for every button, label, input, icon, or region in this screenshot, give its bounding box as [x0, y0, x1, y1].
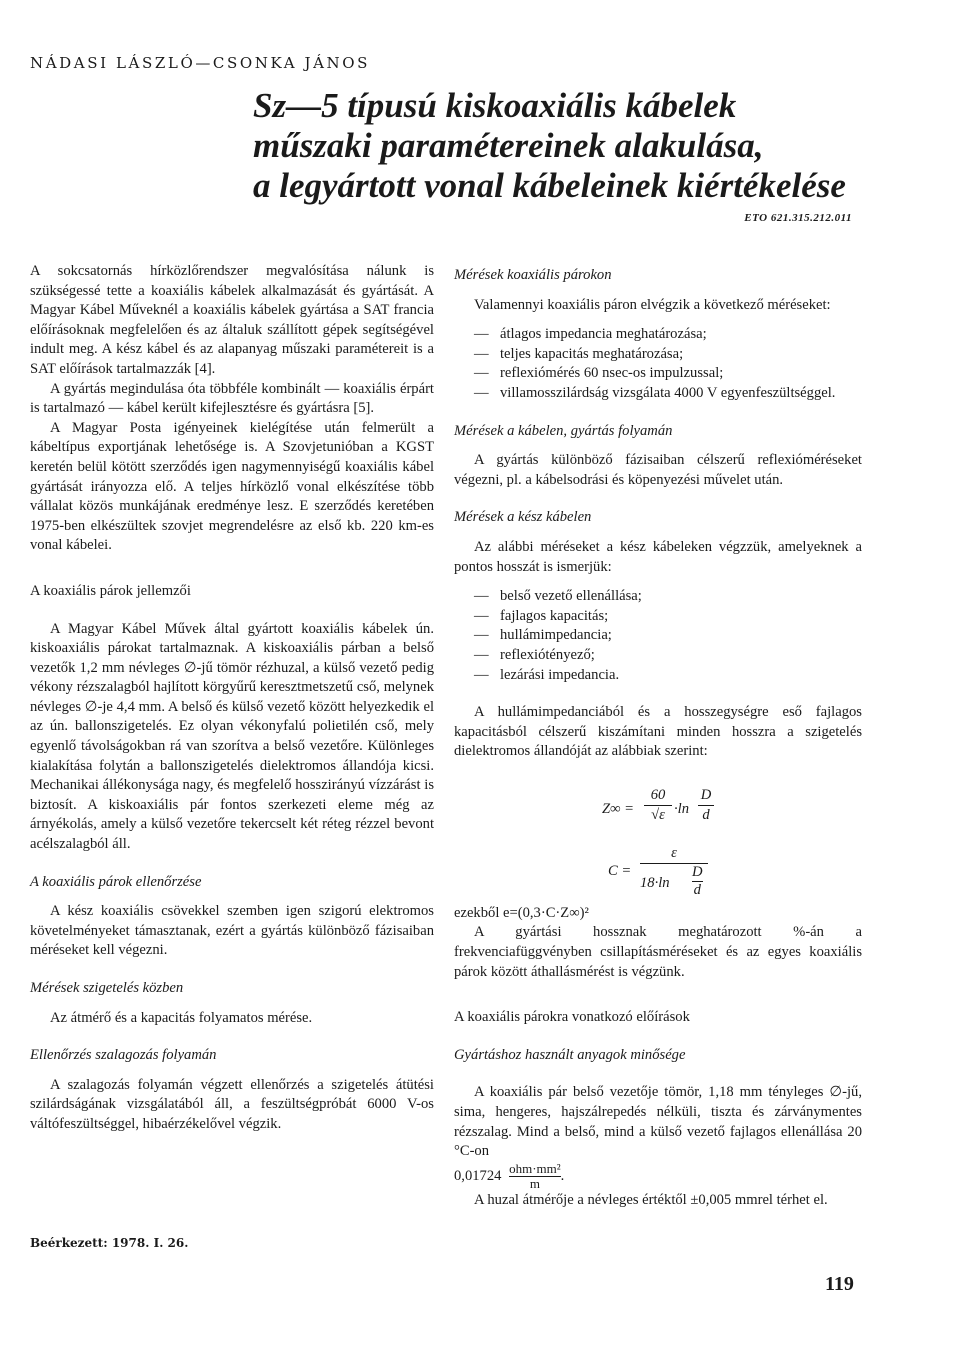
- formula-denominator: d: [698, 805, 714, 826]
- formula-denominator: √ε: [644, 805, 672, 826]
- paragraph: A koaxiális pár belső vezetője tömör, 1,18 mm tényleges ∅-jű, sima, hengeres, hajszálrepedés nélküli, tiszta és zárványmentes rézszalag. Mind a belső, mind a külső vezető fajlagos ellenállása 20 °C-on: [454, 1084, 862, 1160]
- paragraph: A hullámimpedanciából és a hosszegységre eső fajlagos kapacitásból célszerű kiszámítani minden hosszra a szigetelés dielektromos állandóját az alábbiak szerint:: [454, 704, 862, 760]
- subsection-heading: Mérések a kábelen, gyártás folyamán: [454, 422, 673, 439]
- page-number: 119: [825, 1273, 854, 1295]
- subsection-paragraph: A szalagozás folyamán végzett ellenőrzés a szigetelés átütési szilárdságának vizsgálatából áll, a feszültségpróbát 6000 V-os váltófeszültséggel, hibaérzékelővel végzik.: [30, 1076, 434, 1132]
- list-item: — villamosszilárdság vizsgálata 4000 V egyenfeszültséggel.: [474, 384, 862, 404]
- list-item: — átlagos impedancia meghatározása;: [474, 325, 862, 345]
- subsection-heading: Mérések a kész kábelen: [454, 509, 592, 526]
- resistivity-unit: ohm·mm² m: [509, 1160, 561, 1191]
- formula-numerator: 60: [650, 786, 666, 803]
- section-paragraph: A kész koaxiális csövekkel szemben igen szigorú elektromos követelményeket támasztanak, ezért a gyártás különböző fázisaiban méréseket kell végezni.: [30, 903, 434, 959]
- resistivity-value: 0,01724 ohm·mm² m .: [454, 1160, 565, 1191]
- article-title: [253, 86, 913, 206]
- title-line: Sz—5 típusú kiskoaxiális kábelek: [253, 86, 737, 125]
- list-item: — fajlagos kapacitás;: [474, 607, 862, 627]
- list-item: — belső vezető ellenállása;: [474, 587, 862, 607]
- section-heading: A koaxiális párokra vonatkozó előírások: [454, 1009, 690, 1026]
- formula-result: ezekből e=(0,3·C·Z∞)²: [454, 904, 589, 921]
- paragraph: Valamennyi koaxiális páron elvégzik a következő méréseket:: [474, 296, 831, 313]
- left-column: [30, 262, 434, 1135]
- paragraph: A gyártási hossznak meghatározott %-án a frekvenciafüggvényben csillapításméréseket és az egyes koaxiális párok között áthallásmérést is végzünk.: [454, 924, 862, 980]
- list-item: — reflexiótényező;: [474, 646, 862, 666]
- title-line: a legyártott vonal kábeleinek kiértékelése: [253, 166, 846, 205]
- subsection-heading: Mérések koaxiális párokon: [454, 267, 612, 283]
- list-item: — lezárási impedancia.: [474, 666, 862, 686]
- paragraph: A gyártás különböző fázisaiban célszerű reflexióméréseket végezni, pl. a kábelsodrási és köpenyezési művelet után.: [454, 452, 862, 488]
- list-item: — hullámimpedancia;: [474, 626, 862, 646]
- title-line: műszaki paramétereinek alakulása,: [253, 126, 764, 165]
- paragraph: A huzal átmérője a névleges értéktől ±0,005 mmrel térhet el.: [474, 1191, 828, 1208]
- subsection-heading: Mérések szigetelés közben: [30, 980, 184, 996]
- section-heading: A koaxiális párok jellemzői: [30, 582, 191, 599]
- measurement-list: [454, 587, 862, 685]
- formula-numerator: ε: [671, 844, 677, 861]
- formula-numerator: D: [700, 786, 712, 803]
- formula-z-lhs: Z∞ =: [602, 800, 635, 817]
- section-heading: A koaxiális párok ellenőrzése: [30, 873, 202, 890]
- formula-denominator: 18·ln D d: [640, 863, 708, 904]
- subsection-paragraph: Az átmérő és a kapacitás folyamatos mérése.: [50, 1009, 313, 1026]
- measurement-list: [454, 325, 862, 403]
- received-date: Beérkezett: 1978. I. 26.: [30, 1236, 189, 1250]
- udc-code: ETO 621.315.212.011: [744, 212, 852, 224]
- dielectric-formula: [454, 762, 862, 904]
- intro-paragraph: A sokcsatornás hírközlőrendszer megvalósítása nálunk is szükségessé tette a koaxiális kábelek alkalmazását és gyártását. A Magyar Kábel Műveknél a koaxiális kábelek gyártása a SAT francia előírásoknak megfelelően és az általuk szállított gépek segítségével indult meg. A kész kábel és az alapanyag műszaki paramétereit is a SAT előírások tartalmazzák [4].: [30, 263, 434, 377]
- list-item: — reflexiómérés 60 nsec-os impulzussal;: [474, 364, 862, 384]
- formula-c-lhs: C =: [608, 862, 632, 879]
- formula-c-fraction: [640, 844, 708, 905]
- authors: NÁDASI LÁSZLÓ—CSONKA JÁNOS: [30, 54, 371, 72]
- subsection-heading: Gyártáshoz használt anyagok minősége: [454, 1046, 686, 1063]
- subsection-heading: Ellenőrzés szalagozás folyamán: [30, 1047, 217, 1064]
- formula-z-fraction: [644, 786, 672, 826]
- list-item: — teljes kapacitás meghatározása;: [474, 345, 862, 365]
- right-column: [454, 266, 862, 1210]
- formula-ln: ·ln: [674, 800, 689, 817]
- paragraph: Az alábbi méréseket a kész kábeleken végzzük, amelyeknek a pontos hosszát is ismerjük:: [454, 538, 862, 575]
- formula-d-fraction: [698, 786, 714, 826]
- section-paragraph: A Magyar Kábel Művek által gyártott koaxiális kábelek ún. kiskoaxiális párokat tartalmaznak. A kiskoaxiális párban a belső vezetők 1,2 mm névleges ∅-jű tömör rézhuzal, a külső vezető pedig vékony rézszalagból hajlított körgyűrű keresztmetszetű cső, melynek névleges ∅-je 4,4 mm. A belső és külső vezető között helyezkedik el az ún. ballonszigetelés. Ez olyan vékonyfalú polietilén cső, mely egyenlő távolságokban rá van szorítva a belső vezetőre. Különleges kialakítása folytán a ballonszigetelés dielektromos állandója kicsi. Mechanikai állékonysága nagy, és megfelelő hosszirányú vízzárást is biztosít. A kiskoaxiális pár fontos szerkezeti eleme még az árnyékolás, amely a külső vezetőre tekercselt két réteg rézzel bevont acélszalagból áll.: [30, 620, 434, 853]
- intro-paragraph: A Magyar Posta igényeinek kielégítése után felmerült a kábeltípus exportjának lehetősége is. A Szovjetunióban a KGST keretén belül kötött szerződés igen nagymennyiségű koaxiális kábel gyártását irányozza elő. A teljes hírközlő vonal elkészítése több vállalat közös munkájának eredménye lesz. E szerződés keretében 1975-ben elkészültek szovjet megrendelésre az első kb. 220 km-es vonal kábelei.: [30, 419, 434, 554]
- intro-paragraph: A gyártás megindulása óta többféle kombinált — koaxiális érpárt is tartalmazó — kábel került kifejlesztésre és gyártásra [5].: [30, 380, 434, 417]
